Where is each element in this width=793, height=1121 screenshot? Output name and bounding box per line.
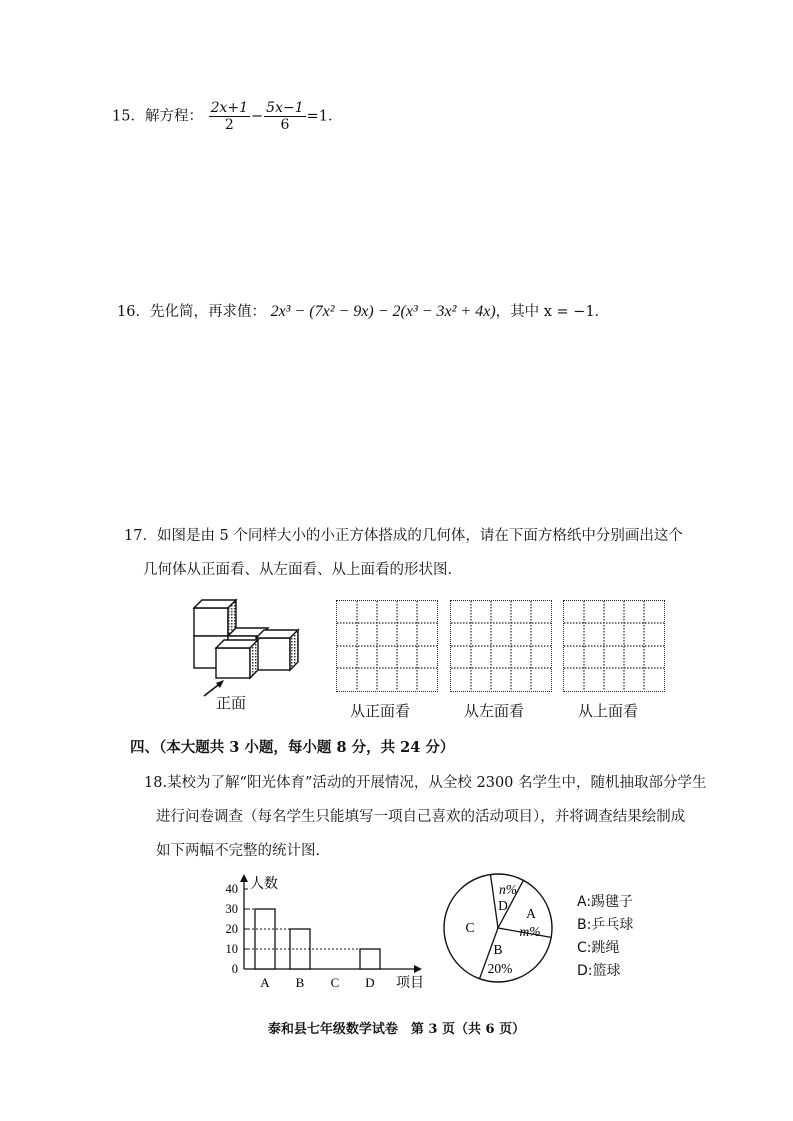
question-text: 如图是由 5 个同样大小的小正方体搭成的几何体，请在下面方格纸中分别画出这个 <box>156 528 683 544</box>
x-tick-label: B <box>295 975 305 990</box>
page-footer: 泰和县七年级数学试卷 第 3 页（共 6 页） <box>267 1022 526 1037</box>
front-label: 正面 <box>216 694 247 712</box>
question-18-line-1 <box>144 771 707 792</box>
question-number: 15． <box>112 108 145 125</box>
grid-label-top: 从上面看 <box>578 702 639 720</box>
legend-item: C:跳绳 <box>577 940 620 956</box>
y-tick-label: 30 <box>225 902 238 916</box>
x-axis-arrow <box>414 965 422 973</box>
question-16 <box>117 300 609 321</box>
question-number: 18. <box>144 775 168 791</box>
question-prefix: 解方程： <box>144 108 203 125</box>
question-18-line-3: 如下两幅不完整的统计图. <box>156 843 321 859</box>
bar-chart <box>214 872 434 992</box>
legend-item: D:篮球 <box>577 963 621 979</box>
legend-item: B:乒乓球 <box>577 917 634 933</box>
grid-top[interactable] <box>563 600 665 692</box>
question-17-line-1 <box>124 524 683 545</box>
grid-lines <box>337 601 437 691</box>
slice-value-D: n% <box>499 882 517 897</box>
y-tick-label: 0 <box>231 962 238 976</box>
pie-legend <box>577 891 633 983</box>
question-prefix: 先化简，再求值： <box>149 304 266 320</box>
slice-value-B: 20% <box>487 961 513 976</box>
question-number: 16． <box>117 304 150 320</box>
section-4-title: 四、（本大题共 3 小题，每小题 8 分，共 24 分） <box>130 739 455 756</box>
bar-D <box>360 949 380 969</box>
grid-lines <box>564 601 664 691</box>
x-axis-label: 项目 <box>396 975 424 991</box>
fraction-numerator: 2x+1 <box>210 100 249 116</box>
math-expression: 2x³ − (7x² − 9x) − 2(x³ − 3x² + 4x) <box>270 303 496 320</box>
grid-left[interactable] <box>450 600 552 692</box>
question-18-line-2: 进行问卷调查（每名学生只能填写一项自己喜欢的活动项目），并将调查结果绘制成 <box>156 809 686 825</box>
grid-label-left: 从左面看 <box>464 702 525 720</box>
slice-value-A: m% <box>519 924 541 939</box>
fraction-2 <box>264 100 305 133</box>
y-tick-label: 10 <box>225 942 238 956</box>
equation-rhs: =1． <box>306 108 343 125</box>
fraction-denominator: 6 <box>280 117 290 133</box>
question-text: 某校为了解“阳光体育”活动的开展情况，从全校 2300 名学生中，随机抽取部分学生 <box>167 775 707 791</box>
y-axis-arrow <box>240 874 248 882</box>
bar-A <box>255 909 275 969</box>
legend-item: A:踢毽子 <box>577 894 634 910</box>
x-tick-label: D <box>365 975 375 990</box>
x-tick-label: C <box>330 975 340 990</box>
question-17-line-2: 几何体从正面看、从左面看、从上面看的形状图． <box>143 562 462 578</box>
slice-label-A: A <box>526 906 536 921</box>
slice-label-B: B <box>493 942 503 957</box>
fraction-numerator: 5x−1 <box>266 100 304 116</box>
x-tick-label: A <box>260 975 270 990</box>
minus-sign: − <box>251 108 264 125</box>
slice-label-D: D <box>498 898 508 913</box>
pie-chart <box>438 872 558 988</box>
fraction-denominator: 2 <box>224 117 234 133</box>
grid-label-front: 从正面看 <box>350 702 411 720</box>
y-tick-label: 20 <box>225 922 238 936</box>
fraction-1 <box>209 100 250 133</box>
question-number: 17． <box>124 528 157 544</box>
grid-lines <box>451 601 551 691</box>
question-suffix: ，其中 x = −1． <box>495 304 610 320</box>
y-tick-label: 40 <box>225 882 238 896</box>
y-axis-label: 人数 <box>250 876 278 892</box>
question-15 <box>112 100 343 133</box>
slice-label-C: C <box>465 920 475 935</box>
grid-front[interactable] <box>336 600 438 692</box>
